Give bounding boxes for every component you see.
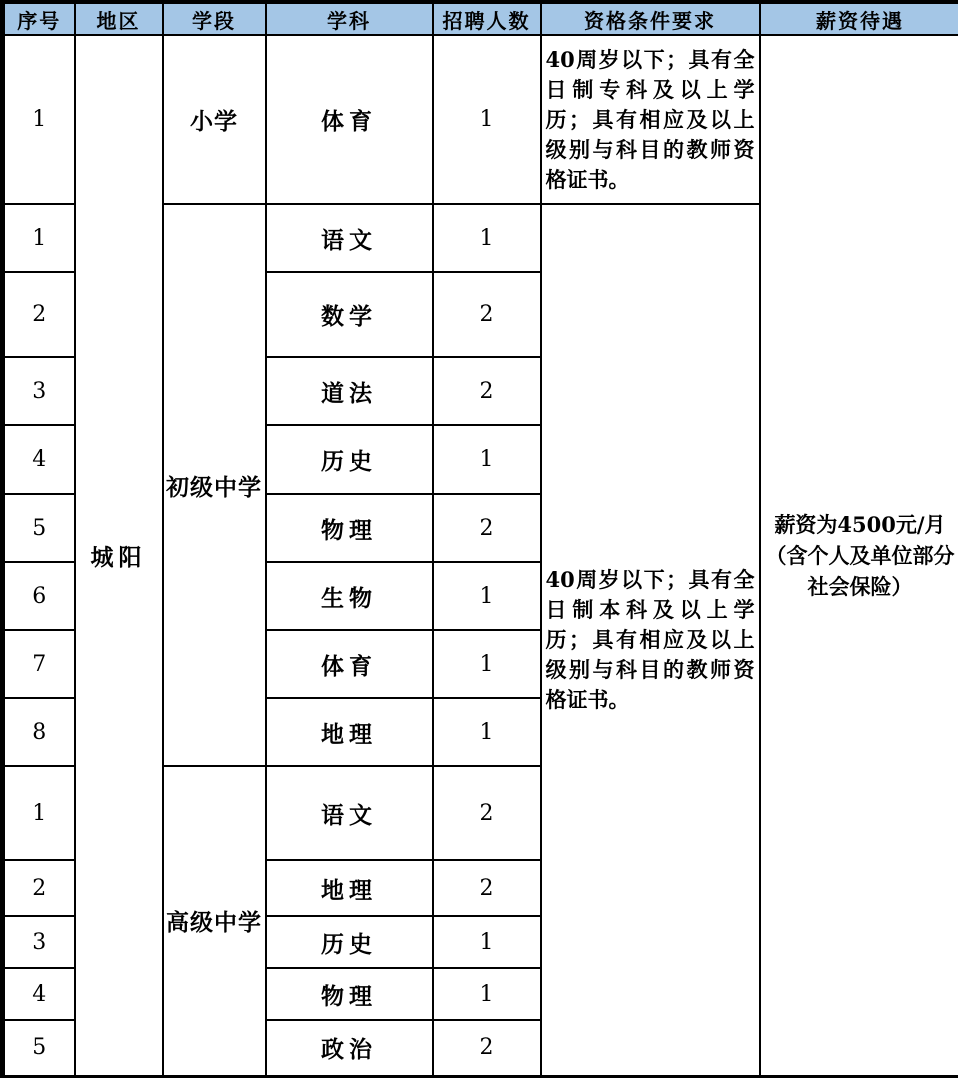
table-row — [3, 35, 958, 204]
count-cell: 1 — [433, 630, 541, 698]
col-header-salary: 薪资待遇 — [760, 2, 958, 35]
qualification-cell-secondary: 40周岁以下；具有全日制本科及以上学历；具有相应及以上级别与科目的教师资格证书。 — [541, 204, 760, 1076]
subject-cell: 生物 — [266, 562, 433, 630]
subject-cell: 物理 — [266, 968, 433, 1020]
count-cell: 1 — [433, 562, 541, 630]
count-cell: 2 — [433, 766, 541, 860]
serial-cell: 5 — [3, 494, 75, 562]
salary-cell: 薪资为4500元/月（含个人及单位部分社会保险） — [760, 35, 958, 1076]
serial-cell: 4 — [3, 425, 75, 494]
count-cell: 2 — [433, 272, 541, 357]
subject-cell: 道法 — [266, 357, 433, 425]
col-header-subject: 学科 — [266, 2, 433, 35]
serial-cell: 2 — [3, 860, 75, 916]
count-cell: 1 — [433, 698, 541, 766]
serial-cell: 7 — [3, 630, 75, 698]
subject-cell: 体育 — [266, 35, 433, 204]
serial-cell: 2 — [3, 272, 75, 357]
subject-cell: 地理 — [266, 860, 433, 916]
count-cell: 1 — [433, 425, 541, 494]
stage-cell-junior: 初级中学 — [163, 204, 266, 766]
qualification-cell-primary: 40周岁以下；具有全日制专科及以上学历；具有相应及以上级别与科目的教师资格证书。 — [541, 35, 760, 204]
col-header-qualification: 资格条件要求 — [541, 2, 760, 35]
serial-cell: 1 — [3, 204, 75, 272]
count-cell: 2 — [433, 494, 541, 562]
serial-cell: 5 — [3, 1020, 75, 1076]
serial-cell: 3 — [3, 357, 75, 425]
serial-cell: 4 — [3, 968, 75, 1020]
count-cell: 1 — [433, 35, 541, 204]
subject-cell: 历史 — [266, 916, 433, 968]
subject-cell: 语文 — [266, 766, 433, 860]
count-cell: 2 — [433, 1020, 541, 1076]
serial-cell: 8 — [3, 698, 75, 766]
serial-cell: 6 — [3, 562, 75, 630]
subject-cell: 历史 — [266, 425, 433, 494]
count-cell: 1 — [433, 968, 541, 1020]
subject-cell: 数学 — [266, 272, 433, 357]
count-cell: 2 — [433, 357, 541, 425]
stage-cell-senior: 高级中学 — [163, 766, 266, 1076]
col-header-region: 地区 — [75, 2, 163, 35]
col-header-serial: 序号 — [3, 2, 75, 35]
serial-cell: 1 — [3, 766, 75, 860]
subject-cell: 地理 — [266, 698, 433, 766]
serial-cell: 3 — [3, 916, 75, 968]
count-cell: 1 — [433, 204, 541, 272]
subject-cell: 物理 — [266, 494, 433, 562]
stage-cell-primary: 小学 — [163, 35, 266, 204]
col-header-count: 招聘人数 — [433, 2, 541, 35]
subject-cell: 体育 — [266, 630, 433, 698]
col-header-stage: 学段 — [163, 2, 266, 35]
subject-cell: 政治 — [266, 1020, 433, 1076]
count-cell: 1 — [433, 916, 541, 968]
subject-cell: 语文 — [266, 204, 433, 272]
serial-cell: 1 — [3, 35, 75, 204]
header-row — [3, 2, 958, 35]
region-cell: 城阳 — [75, 35, 163, 1076]
count-cell: 2 — [433, 860, 541, 916]
